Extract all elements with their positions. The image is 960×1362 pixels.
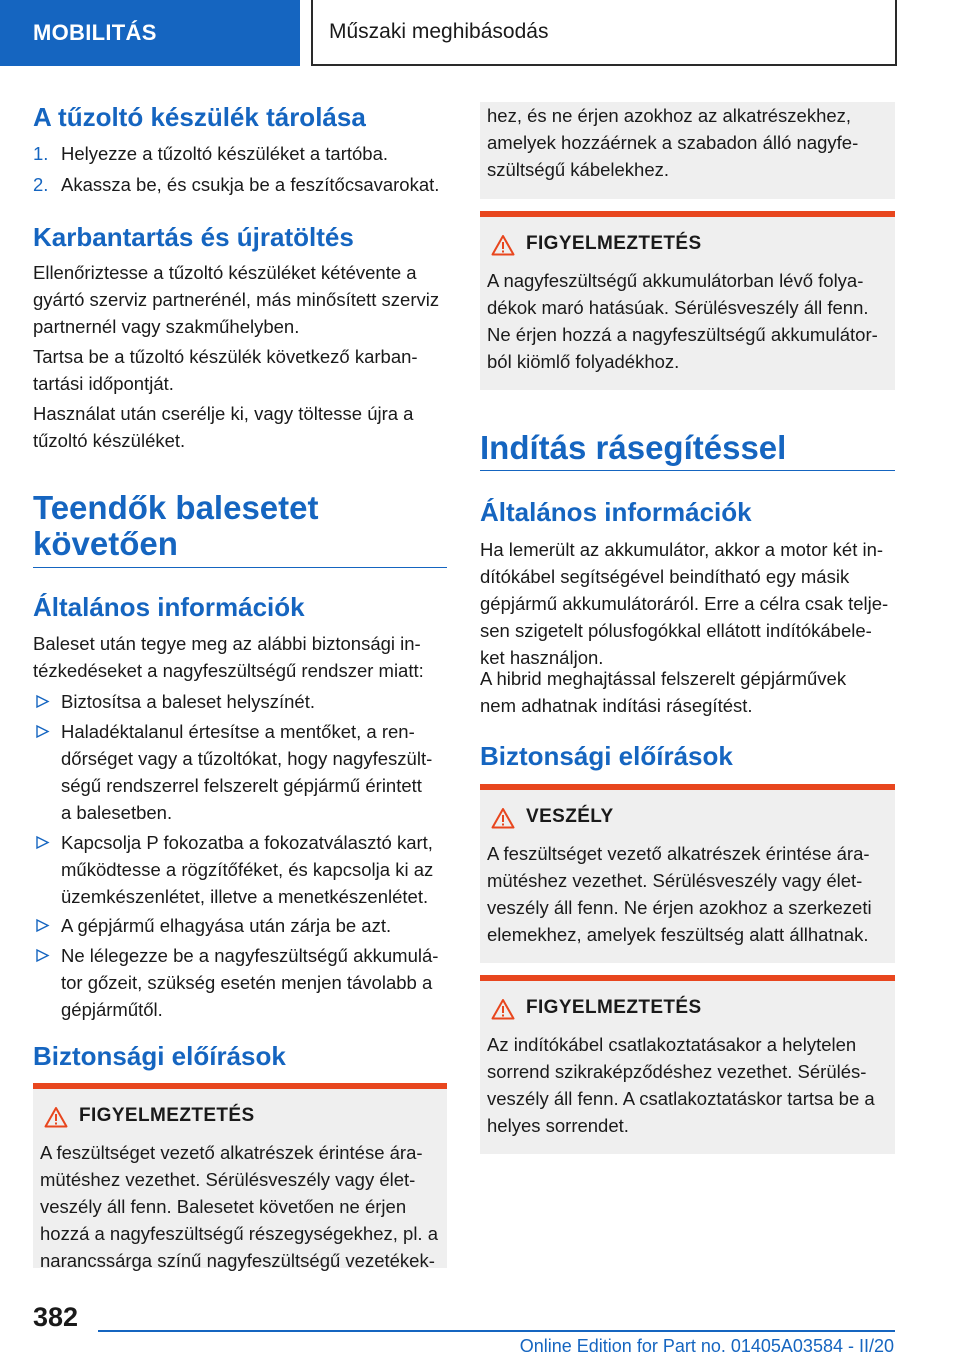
paragraph-line: Használat után cserélje ki, vagy töltesse újra a	[33, 403, 414, 424]
warning-line: veszély áll fenn. A csatlakoztatáskor tartsa be a	[487, 1088, 875, 1109]
footer-edition: Online Edition for Part no. 01405A03584 - II/20	[519, 1336, 894, 1356]
warning-line: hozzá a nagyfeszültségű részegységekhez, pl. a	[40, 1223, 438, 1244]
warning-line: amelyek hozzáérnek a szabadon álló nagyfe-	[487, 132, 859, 153]
paragraph-line: Ha lemerült az akkumulátor, akkor a motor két in-	[480, 539, 884, 560]
warning-line: dékok maró hatásúak. Sérülésveszély áll fenn.	[487, 297, 869, 318]
footer-rule	[98, 1330, 895, 1332]
warning-triangle-icon	[491, 998, 515, 1020]
paragraph-line: nem adhatnak indítási rásegítést.	[480, 695, 753, 716]
warning-line: elemekhez, amelyek feszültség alatt állhatnak.	[487, 924, 869, 945]
paragraph-line: tűzoltó készüléket.	[33, 430, 186, 451]
warning-line: ból kiömlő folyadékhoz.	[487, 351, 680, 372]
danger-title: VESZÉLY	[526, 806, 614, 827]
paragraph-line: A hibrid meghajtással felszerelt gépjárművek	[480, 668, 847, 689]
heading-storage: A tűzoltó készülék tárolása	[33, 102, 366, 132]
heading-maintenance: Karbantartás és újratöltés	[33, 222, 354, 252]
bullet-text: gépjárműtől.	[61, 999, 163, 1020]
heading-safety: Biztonsági előírások	[480, 741, 733, 771]
warning-body	[487, 267, 887, 375]
paragraph-line: Tartsa be a tűzoltó készülék következő karban-	[33, 346, 418, 367]
paragraph-line: Baleset után tegye meg az alábbi biztonsági in-	[33, 633, 421, 654]
paragraph-line: gyártó szerviz partnerénél, más minősített szerviz	[33, 289, 440, 310]
section-title: Műszaki meghibásodás	[329, 20, 549, 43]
paragraph-line: gépjármű akkumulátoráról. Erre a célra csak telje-	[480, 593, 889, 614]
paragraph-line: tézkedéseket a nagyfeszültségű rendszer miatt:	[33, 660, 424, 681]
step-number: 2.	[33, 174, 49, 195]
step-number: 1.	[33, 143, 49, 164]
warning-continuation-box	[480, 102, 895, 199]
section-title-box	[311, 0, 897, 66]
warning-line: Az indítókábel csatlakoztatásakor a helytelen	[487, 1034, 857, 1055]
bullet-text: üzemkészenlétet, illetve a menetkészenlétet.	[61, 886, 429, 907]
warning-title: FIGYELMEZTETÉS	[526, 233, 702, 254]
triangle-right-outline-icon	[33, 942, 53, 969]
bullet-text: Biztosítsa a baleset helyszínét.	[61, 691, 315, 712]
warning-box	[480, 211, 895, 390]
danger-box	[480, 784, 895, 963]
warning-box	[33, 1083, 447, 1271]
triangle-right-outline-icon	[33, 912, 53, 939]
chapter-tab-label: MOBILITÁS	[33, 20, 157, 45]
warning-line: narancssárga színű nagyfeszültségű vezetékek-	[40, 1250, 435, 1271]
heading-after-accident-line2: követően	[33, 525, 178, 562]
bullet-text: Ne lélegezze be a nagyfeszültségű akkumulá-	[61, 945, 439, 966]
warning-line: veszély áll fenn. Balesetet követően ne érjen	[40, 1196, 407, 1217]
paragraph-line: sen szigetelt pólusfogókkal ellátott indítókábele-	[480, 620, 872, 641]
triangle-right-outline-icon	[33, 829, 53, 856]
warning-line: hez, és ne érjen azokhoz az alkatrészekhez,	[487, 105, 852, 126]
warning-line: mütéshez vezethet. Sérülésveszély vagy élet-	[487, 870, 863, 891]
bullet-text: tor gőzeit, szükség esetén menjen távolabb a	[61, 972, 433, 993]
bullet-text: A gépjármű elhagyása után zárja be azt.	[61, 915, 392, 936]
triangle-right-outline-icon	[33, 718, 53, 745]
page-number: 382	[33, 1302, 79, 1332]
warning-line: A feszültséget vezető alkatrészek érintése ára-	[40, 1142, 423, 1163]
bullet-text: működtesse a rögzítőféket, és kapcsolja ki az	[61, 859, 434, 880]
warning-body	[487, 1031, 887, 1139]
warning-line: Ne érjen hozzá a nagyfeszültségű akkumulátor-	[487, 324, 878, 345]
warning-body	[40, 1139, 439, 1274]
heading-after-accident-line1: Teendők balesetet	[33, 489, 319, 526]
bullet-text: ségű rendszerrel felszerelt gépjármű érintett	[61, 775, 422, 796]
heading-rule	[480, 470, 895, 471]
bullet-text: Haladéktalanul értesítse a mentőket, a ren-	[61, 721, 415, 742]
warning-line: A nagyfeszültségű akkumulátorban lévő folya-	[487, 270, 864, 291]
paragraph-line: ket használjon.	[480, 647, 604, 668]
paragraph-line: dítókábel segítségével beindítható egy másik	[480, 566, 850, 587]
warning-line: sorrend szikraképződéshez vezethet. Sérülés-	[487, 1061, 867, 1082]
warning-line: szültségű kábelekhez.	[487, 159, 670, 180]
heading-general: Általános információk	[480, 497, 752, 527]
warning-triangle-icon	[491, 807, 515, 829]
step-text: Helyezze a tűzoltó készüléket a tartóba.	[61, 143, 389, 164]
warning-line: A feszültséget vezető alkatrészek érintése ára-	[487, 843, 870, 864]
warning-line: mütéshez vezethet. Sérülésveszély vagy élet-	[40, 1169, 416, 1190]
step-text: Akassza be, és csukja be a feszítőcsavarokat.	[61, 174, 440, 195]
heading-safety: Biztonsági előírások	[33, 1041, 286, 1071]
bullet-text: a balesetben.	[61, 802, 173, 823]
paragraph-line: tartási időpontját.	[33, 373, 174, 394]
heading-jump-start: Indítás rásegítéssel	[480, 429, 787, 466]
bullet-text: Kapcsolja P fokozatba a fokozatválasztó kart,	[61, 832, 433, 853]
warning-triangle-icon	[491, 234, 515, 256]
heading-general: Általános információk	[33, 592, 305, 622]
paragraph-line: Ellenőriztesse a tűzoltó készüléket kétévente a	[33, 262, 417, 283]
warning-triangle-icon	[44, 1106, 68, 1128]
warning-title: FIGYELMEZTETÉS	[526, 997, 702, 1018]
warning-line: helyes sorrendet.	[487, 1115, 629, 1136]
warning-title: FIGYELMEZTETÉS	[79, 1105, 255, 1126]
chapter-tab	[0, 0, 300, 66]
paragraph-line: partnernél vagy szakműhelyben.	[33, 316, 300, 337]
warning-line: veszély áll fenn. Ne érjen azokhoz a szerkezeti	[487, 897, 872, 918]
triangle-right-outline-icon	[33, 688, 53, 715]
heading-rule	[33, 567, 447, 568]
danger-body	[487, 840, 887, 948]
warning-box	[480, 975, 895, 1154]
warning-body	[487, 102, 858, 183]
bullet-text: dőrséget vagy a tűzoltókat, hogy nagyfeszült-	[61, 748, 433, 769]
